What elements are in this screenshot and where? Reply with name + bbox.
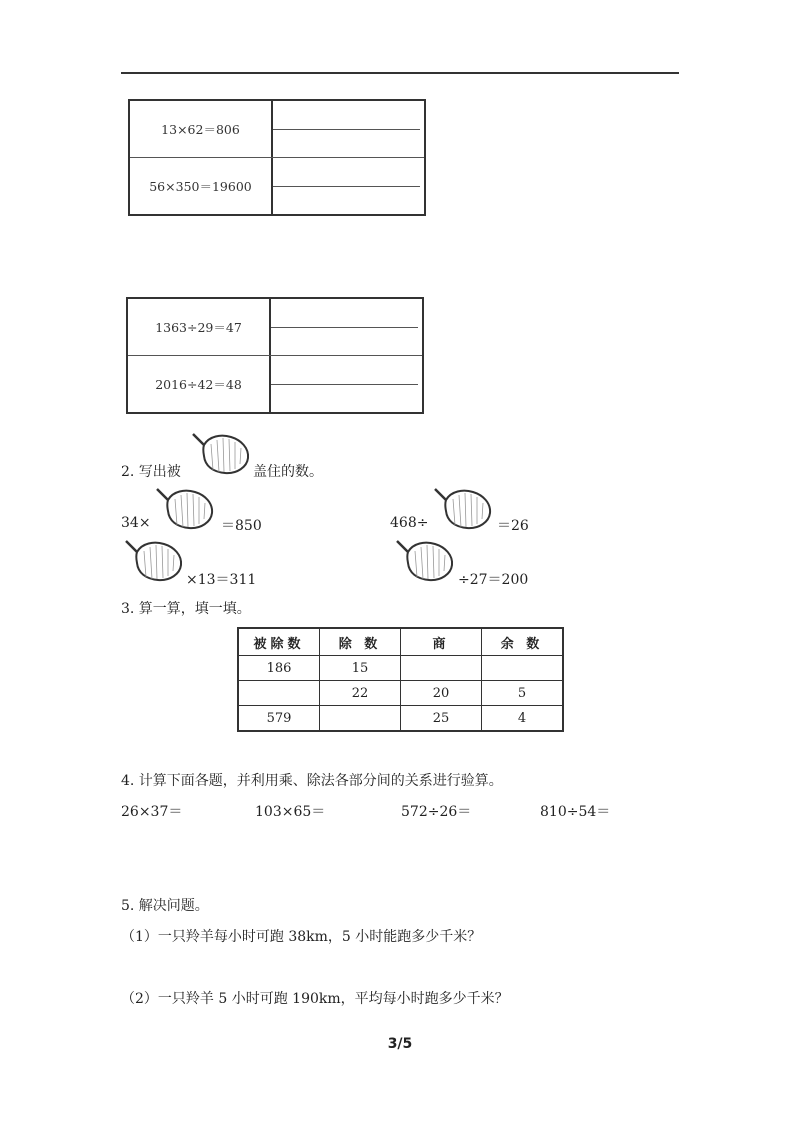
leaf-icon[interactable] xyxy=(392,539,458,583)
q3-title: 3. 算一算，填一填。 xyxy=(121,601,251,617)
leaf-icon xyxy=(188,432,254,476)
check-row xyxy=(130,158,424,214)
q4-title: 4. 计算下面各题，并利用乘、除法各部分间的关系进行验算。 xyxy=(121,773,503,789)
table-cell: 22 xyxy=(320,681,401,706)
division-table xyxy=(237,627,564,732)
table-cell: 20 xyxy=(401,681,482,706)
table-cell[interactable] xyxy=(320,706,401,732)
table-cell: 15 xyxy=(320,656,401,681)
check-equation: 56×350＝19600 xyxy=(130,158,273,214)
check-equation: 2016÷42＝48 xyxy=(128,356,271,412)
q2-prefix: 2. 写出被 xyxy=(121,464,181,480)
page-number: 3/5 xyxy=(387,1036,413,1052)
table-cell[interactable] xyxy=(238,681,320,706)
q2-item-1-after: ＝850 xyxy=(221,518,262,534)
table-cell: 4 xyxy=(482,706,564,732)
q4-problem: 810÷54＝ xyxy=(540,804,611,820)
table-cell[interactable] xyxy=(482,656,564,681)
header-dividend: 被除数 xyxy=(238,628,320,656)
q2-suffix: 盖住的数。 xyxy=(253,464,323,480)
header-remainder: 余 数 xyxy=(482,628,564,656)
header-rule xyxy=(121,72,679,74)
table-row xyxy=(238,656,563,681)
q2-item-2-after: ＝26 xyxy=(497,518,529,534)
table-cell: 186 xyxy=(238,656,320,681)
table-cell: 5 xyxy=(482,681,564,706)
q4-problem: 572÷26＝ xyxy=(401,804,472,820)
table-cell[interactable] xyxy=(401,656,482,681)
table-header-row xyxy=(238,628,563,656)
leaf-icon[interactable] xyxy=(121,539,187,583)
header-divisor: 除 数 xyxy=(320,628,401,656)
answer-line[interactable] xyxy=(273,129,420,130)
answer-line[interactable] xyxy=(271,384,418,385)
check-row xyxy=(128,299,422,355)
q5-title: 5. 解决问题。 xyxy=(121,898,209,914)
table-row xyxy=(238,681,563,706)
check-table-1 xyxy=(128,99,426,216)
answer-line[interactable] xyxy=(271,327,418,328)
leaf-icon[interactable] xyxy=(430,487,496,531)
table-cell: 25 xyxy=(401,706,482,732)
header-quotient: 商 xyxy=(401,628,482,656)
check-row xyxy=(128,356,422,412)
check-row xyxy=(130,101,424,157)
check-equation: 1363÷29＝47 xyxy=(128,299,271,355)
q4-problem: 26×37＝ xyxy=(121,804,183,820)
q2-item-1-before: 34× xyxy=(121,515,151,531)
table-row xyxy=(238,706,563,732)
q5-sub1: （1）一只羚羊每小时可跑 38km，5 小时能跑多少千米？ xyxy=(121,929,482,945)
check-equation: 13×62＝806 xyxy=(130,101,273,157)
q2-item-4-after: ÷27＝200 xyxy=(458,572,529,588)
q4-problem: 103×65＝ xyxy=(255,804,326,820)
q2-item-2-before: 468÷ xyxy=(390,515,429,531)
check-table-2 xyxy=(126,297,424,414)
q2-item-3-after: ×13＝311 xyxy=(186,572,257,588)
table-cell: 579 xyxy=(238,706,320,732)
q5-sub2: （2）一只羚羊 5 小时可跑 190km，平均每小时跑多少千米？ xyxy=(121,991,509,1007)
leaf-icon[interactable] xyxy=(152,487,218,531)
answer-line[interactable] xyxy=(273,186,420,187)
